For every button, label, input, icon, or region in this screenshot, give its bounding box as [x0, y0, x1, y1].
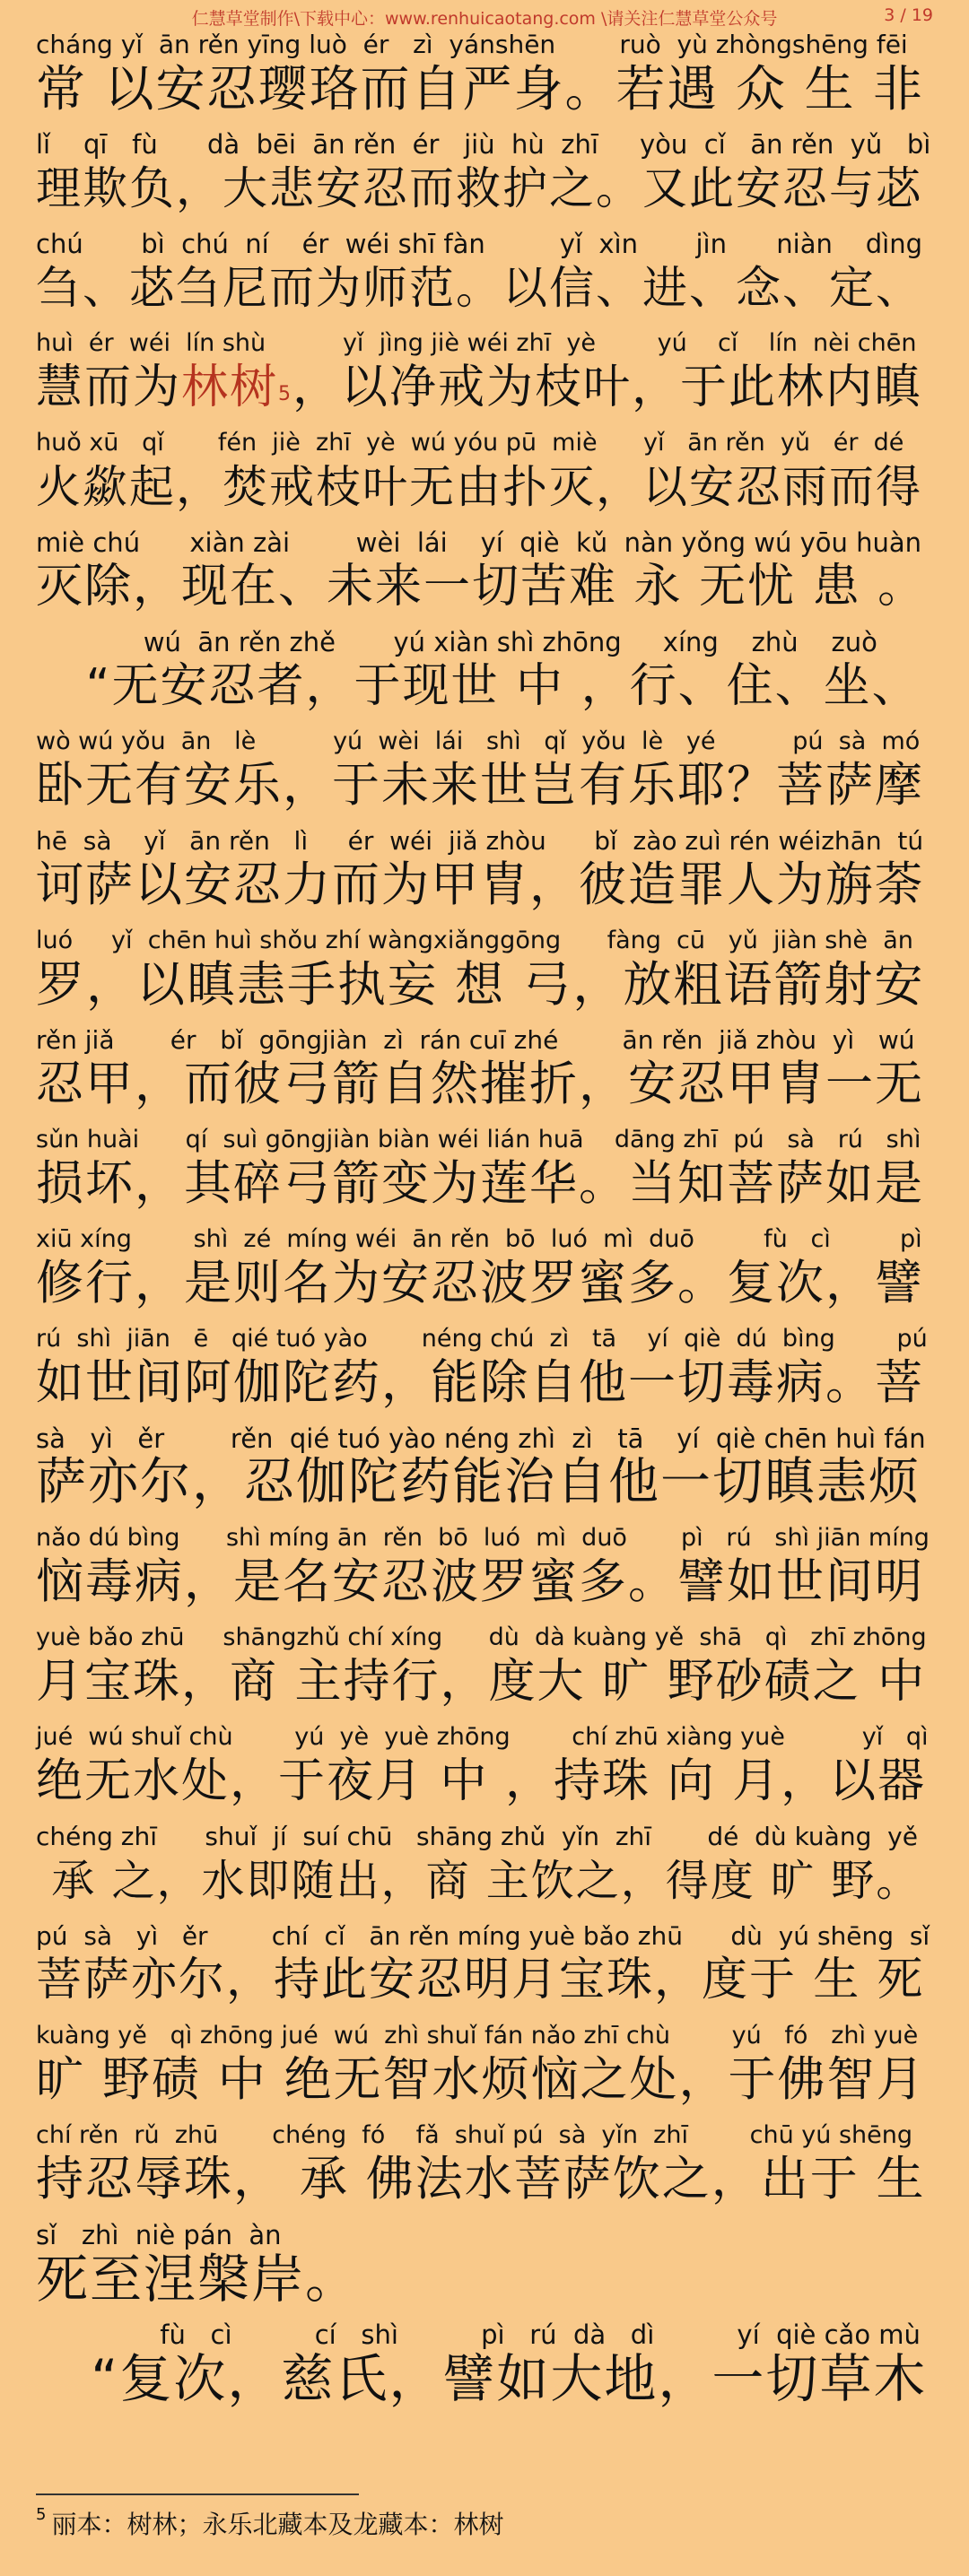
hanzi-line: 萨亦尔，忍伽陀药能治自他一切瞋恚烦	[36, 1453, 921, 1511]
hanzi-line: “复次，慈氏，譬如大地，一切草木	[36, 2348, 928, 2409]
pinyin-line: wú ān rěn zhě yú xiàn shì zhōng xíng zhù zuò	[36, 627, 877, 657]
hanzi-line: 修行，是则名为安忍波罗蜜多。复次，譬	[36, 1256, 924, 1310]
pinyin-line: rěn jiǎ ér bǐ gōngjiàn zì rán cuī zhé ān rěn jiǎ zhòu yì wú	[36, 1025, 915, 1055]
pinyin-line: rú shì jiān ē qié tuó yào néng chú zì tā yí qiè dú bìng pú	[36, 1325, 928, 1353]
hanzi-line: 忍甲，而彼弓箭自然摧折，安忍甲胄一无	[36, 1057, 924, 1111]
pinyin-line: huǒ xū qǐ fén jiè zhī yè wú yóu pū miè yǐ ān rěn yǔ ér dé	[36, 429, 904, 457]
hanzi-line: 诃萨以安忍力而为甲胄，彼造罪人为旃荼	[36, 857, 924, 912]
text-line	[36, 525, 933, 623]
text-line	[36, 1321, 933, 1420]
pinyin-line: luó yǐ chēn huì shǒu zhí wàngxiǎnggōng fàng cū yǔ jiàn shè ān	[36, 927, 913, 954]
text-line	[36, 2018, 933, 2117]
text-line	[36, 724, 933, 822]
pinyin-line: chú bì chú ní ér wéi shī fàn yǐ xìn jìn niàn dìng	[36, 229, 923, 259]
pinyin-line: sà yì ěr rěn qié tuó yào néng zhì zì tā yí qiè chēn huì fán	[36, 1423, 926, 1454]
footnote	[36, 2505, 503, 2541]
pinyin-line: chéng zhī shuǐ jí suí chū shāng zhǔ yǐn zhī dé dù kuàng yě	[36, 1822, 918, 1851]
pinyin-line: huì ér wéi lín shù yǐ jìng jiè wéi zhī yè yú cǐ lín nèi chēn	[36, 329, 917, 357]
pinyin-line: kuàng yě qì zhōng jué wú zhì shuǐ fán nǎo zhī chù yú fó zhì yuè	[36, 2022, 919, 2049]
hanzi-line: 死至涅槃岸。	[36, 2249, 360, 2310]
text-line	[36, 1421, 933, 1519]
text-line	[36, 126, 933, 225]
hanzi-line: 承 之，水即随出，商 主饮之，得度 旷 野。	[36, 1856, 921, 1906]
footnote-ref[interactable]: 5	[278, 383, 293, 405]
hanzi-line: 如世间阿伽陀药，能除自他一切毒病。菩	[36, 1355, 924, 1410]
hanzi-line: 损坏，其碎弓箭变为莲华。当知菩萨如是	[36, 1156, 924, 1211]
pinyin-line: fù cì cí shì pì rú dà dì yí qiè cǎo mù	[36, 2319, 921, 2350]
site-info: 仁慧草堂制作\下载中心：www.renhuicaotang.com \请关注仁慧草堂公众号	[191, 9, 778, 29]
hanzi-line: 绝无水处，于夜月 中 ，持珠 向 月，以器	[36, 1754, 927, 1808]
hanzi-line: 罗，以瞋恚手执妄 想 弓，放粗语箭射安	[36, 956, 925, 1013]
footnote-text: 丽本：树林；永乐北藏本及龙藏本：林树	[51, 2510, 504, 2539]
hanzi-line: 刍、苾刍尼而为师范。以信、进、念、定、	[36, 262, 922, 314]
hanzi-line: 旷 野碛 中 绝无智水烦恼之处，于佛智月	[36, 2052, 926, 2107]
text-line	[36, 923, 933, 1022]
text-line	[36, 326, 933, 424]
pinyin-line: cháng yǐ ān rěn yīng luò ér zì yánshēn ruò yù zhòngshēng fēi	[36, 30, 908, 59]
text-line	[36, 226, 933, 325]
text-line	[36, 1222, 933, 1320]
hanzi-line: 菩萨亦尔，持此安忍明月宝珠，度于 生 死	[36, 1954, 925, 2006]
text-line	[36, 624, 933, 723]
text-line	[36, 2217, 933, 2316]
text-line	[36, 1620, 933, 1719]
hanzi-line	[36, 356, 933, 419]
text-line	[36, 2317, 933, 2415]
text-line	[36, 27, 933, 126]
hanzi-line: “无安忍者，于现世 中 ，行、住、坐、	[36, 659, 921, 713]
page-number: 3 / 19	[884, 5, 933, 25]
hanzi-line: 卧无有安乐，于未来世岂有乐耶？菩萨摩	[36, 758, 924, 813]
text-line	[36, 1719, 933, 1818]
pinyin-line: jué wú shuǐ chù yú yè yuè zhōng chí zhū xiàng yuè yǐ qì	[36, 1723, 929, 1751]
pinyin-line: miè chú xiàn zài wèi lái yí qiè kǔ nàn yǒng wú yōu huàn	[36, 527, 921, 558]
pinyin-line: wò wú yǒu ān lè yú wèi lái shì qǐ yǒu lè yé pú sà mó	[36, 727, 921, 755]
text-line	[36, 1819, 933, 1918]
hanzi-line: 火歘起，焚戒枝叶无由扑灭，以安忍雨而得	[36, 461, 922, 513]
text-line	[36, 425, 933, 524]
hanzi-line: 理欺负，大悲安忍而救护之。又此安忍与苾	[36, 162, 922, 214]
hanzi-line: 持忍辱珠， 承 佛法水菩萨饮之，出于 生	[36, 2152, 926, 2206]
pinyin-line: xiū xíng shì zé míng wéi ān rěn bō luó mì duō fù cì pì	[36, 1225, 922, 1253]
pinyin-line: chí rěn rǔ zhū chéng fó fǎ shuǐ pú sà yǐn zhī chū yú shēng	[36, 2121, 912, 2149]
hanzi-line: 灭除，现在、未来一切苦难 永 无忧 患 。	[36, 560, 927, 614]
text-line	[36, 1122, 933, 1221]
hanzi-segment: ，以净戒为枝叶，于此林内瞋	[292, 361, 923, 414]
pinyin-line: nǎo dú bìng shì míng ān rěn bō luó mì duō pì rú shì jiān míng	[36, 1524, 930, 1552]
text-line	[36, 2118, 933, 2216]
pinyin-line: sǐ zhì niè pán àn	[36, 2220, 282, 2250]
text-line	[36, 1023, 933, 1121]
pinyin-line: yuè bǎo zhū shāngzhǔ chí xíng dù dà kuàng yě shā qì zhī zhōng	[36, 1623, 927, 1651]
pinyin-line: hē sà yǐ ān rěn lì ér wéi jiǎ zhòu bǐ zào zuì rén wéizhān tú	[36, 826, 924, 856]
pinyin-line: sǔn huài qí suì gōngjiàn biàn wéi lián huā dāng zhī pú sà rú shì	[36, 1126, 921, 1153]
pinyin-line: pú sà yì ěr chí cǐ ān rěn míng yuè bǎo zhū dù yú shēng sǐ	[36, 1921, 930, 1951]
annotated-term: 林树	[181, 361, 279, 414]
hanzi-segment: 慧而为	[36, 361, 182, 414]
hanzi-line: 常 以安忍璎珞而自严身。若遇 众 生 非	[36, 60, 924, 117]
hanzi-line: 恼毒病，是名安忍波罗蜜多。譬如世间明	[36, 1554, 924, 1609]
text-line	[36, 1919, 933, 2017]
text-line	[36, 823, 933, 922]
footnote-divider	[36, 2493, 359, 2495]
text-line	[36, 1520, 933, 1619]
footnote-number: 5	[36, 2505, 47, 2524]
hanzi-line: 月宝珠，商 主持行，度大 旷 野砂碛之 中	[36, 1655, 927, 1709]
pinyin-line: lǐ qī fù dà bēi ān rěn ér jiù hù zhī yòu cǐ ān rěn yǔ bì	[36, 129, 931, 160]
